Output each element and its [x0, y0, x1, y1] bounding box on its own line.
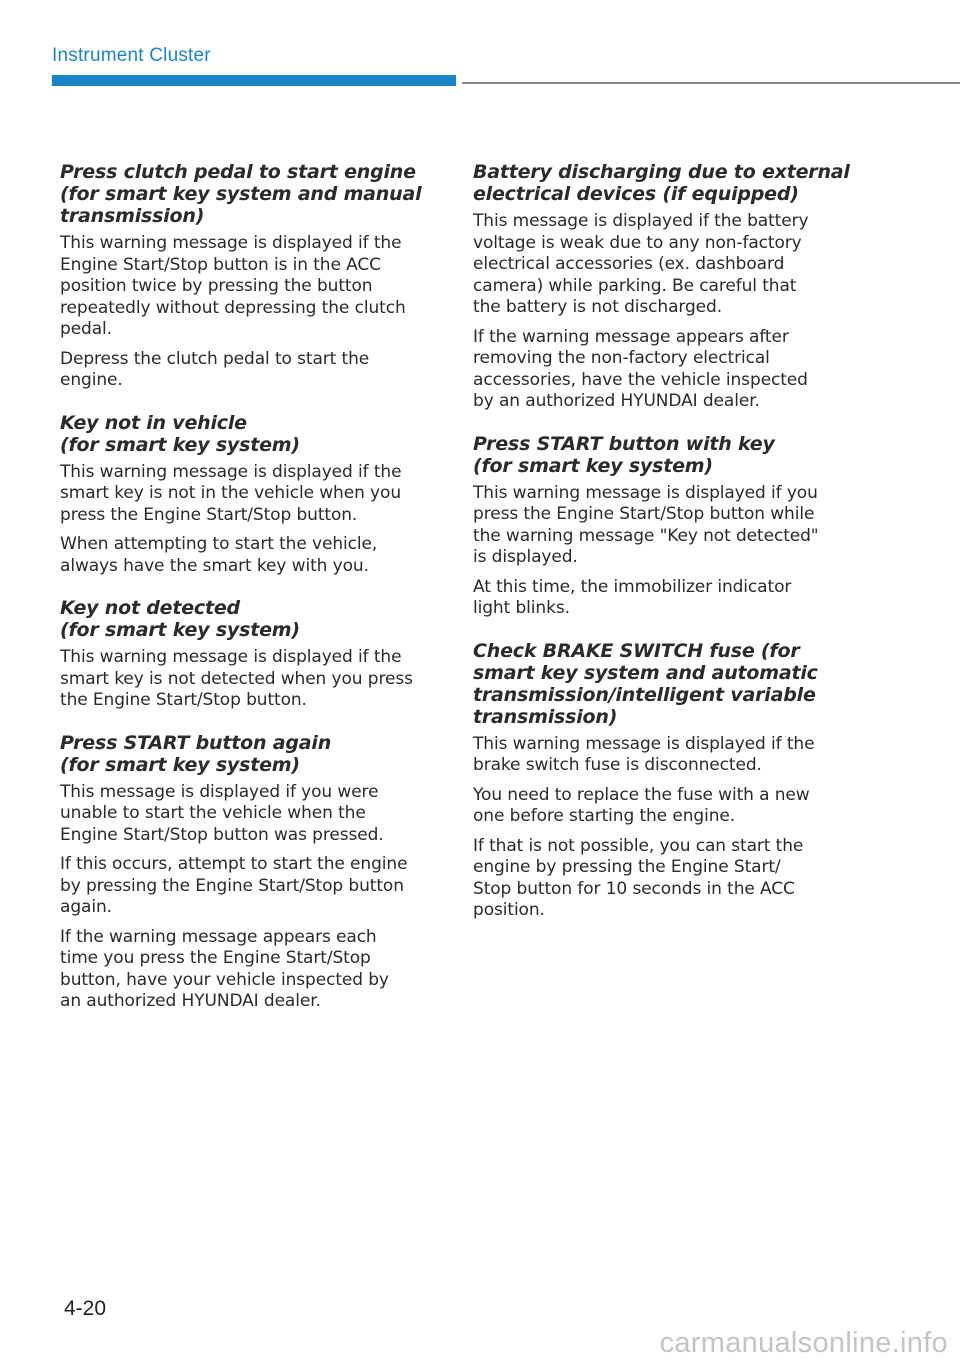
section-key-not-in-vehicle [60, 412, 448, 578]
section-heading: Key not in vehicle (for smart key system) [60, 411, 300, 456]
section-paragraph: This warning message is displayed if the smart key is not in the vehicle when you press the Engine Start/Stop button. [60, 461, 402, 525]
section-heading: Press START button with key (for smart key system) [473, 432, 775, 477]
section-battery-discharging [473, 161, 861, 413]
section-check-brake-switch-fuse [473, 640, 861, 922]
section-heading: Press START button again (for smart key system) [60, 731, 332, 776]
section-paragraph: This warning message is displayed if the Engine Start/Stop button is in the ACC position twice by pressing the button repeatedly without depressing the clutch pedal. [60, 233, 406, 339]
section-heading: Check BRAKE SWITCH fuse (for smart key system and automatic transmission/intelligent variable transmission) [473, 639, 818, 728]
left-column [60, 161, 448, 1033]
section-paragraph: If the warning message appears each time you press the Engine Start/Stop button, have your vehicle inspected by an authorized HYUNDAI dealer. [60, 926, 389, 1011]
section-press-start-with-key [473, 433, 861, 620]
section-paragraph: This warning message is displayed if the brake switch fuse is disconnected. [473, 733, 815, 775]
section-paragraph: If this occurs, attempt to start the engine by pressing the Engine Start/Stop button again. [60, 854, 408, 917]
section-paragraph: This warning message is displayed if the smart key is not detected when you press the Engine Start/Stop button. [60, 647, 413, 710]
section-paragraph: Depress the clutch pedal to start the engine. [60, 348, 370, 390]
section-heading: Key not detected (for smart key system) [60, 597, 300, 641]
section-heading: Press clutch pedal to start engine (for smart key system and manual transmission) [60, 161, 422, 227]
section-paragraph: You need to replace the fuse with a new one before starting the engine. [473, 784, 810, 826]
section-heading: Battery discharging due to external electrical devices (if equipped) [473, 161, 850, 205]
section-paragraph: This message is displayed if the battery voltage is weak due to any non-factory electrical accessories (ex. dashboard camera) while parking. Be careful that the battery is not discharged. [473, 211, 809, 317]
section-press-clutch-pedal [60, 161, 448, 392]
section-press-start-again [60, 732, 448, 1013]
watermark: carmanualsonline.info [659, 1327, 948, 1359]
section-paragraph: This message is displayed if you were unable to start the vehicle when the Engine Start/Stop button was pressed. [60, 781, 384, 845]
section-paragraph: If that is not possible, you can start the engine by pressing the Engine Start/ Stop button for 10 seconds in the ACC position. [473, 835, 804, 920]
section-paragraph: If the warning message appears after removing the non-factory electrical accessories, have the vehicle inspected by an authorized HYUNDAI dealer. [473, 326, 808, 411]
section-paragraph: When attempting to start the vehicle, always have the smart key with you. [60, 534, 378, 576]
right-column [473, 161, 861, 942]
header-accent-bar [52, 75, 456, 86]
section-title: Instrument Cluster [52, 45, 211, 66]
section-paragraph: At this time, the immobilizer indicator light blinks. [473, 576, 792, 618]
section-paragraph: This warning message is displayed if you press the Engine Start/Stop button while the warning message "Key not detected" is displayed. [473, 482, 819, 567]
section-key-not-detected [60, 597, 448, 712]
header-rule [462, 82, 960, 84]
page-number: 4-20 [64, 1297, 107, 1320]
